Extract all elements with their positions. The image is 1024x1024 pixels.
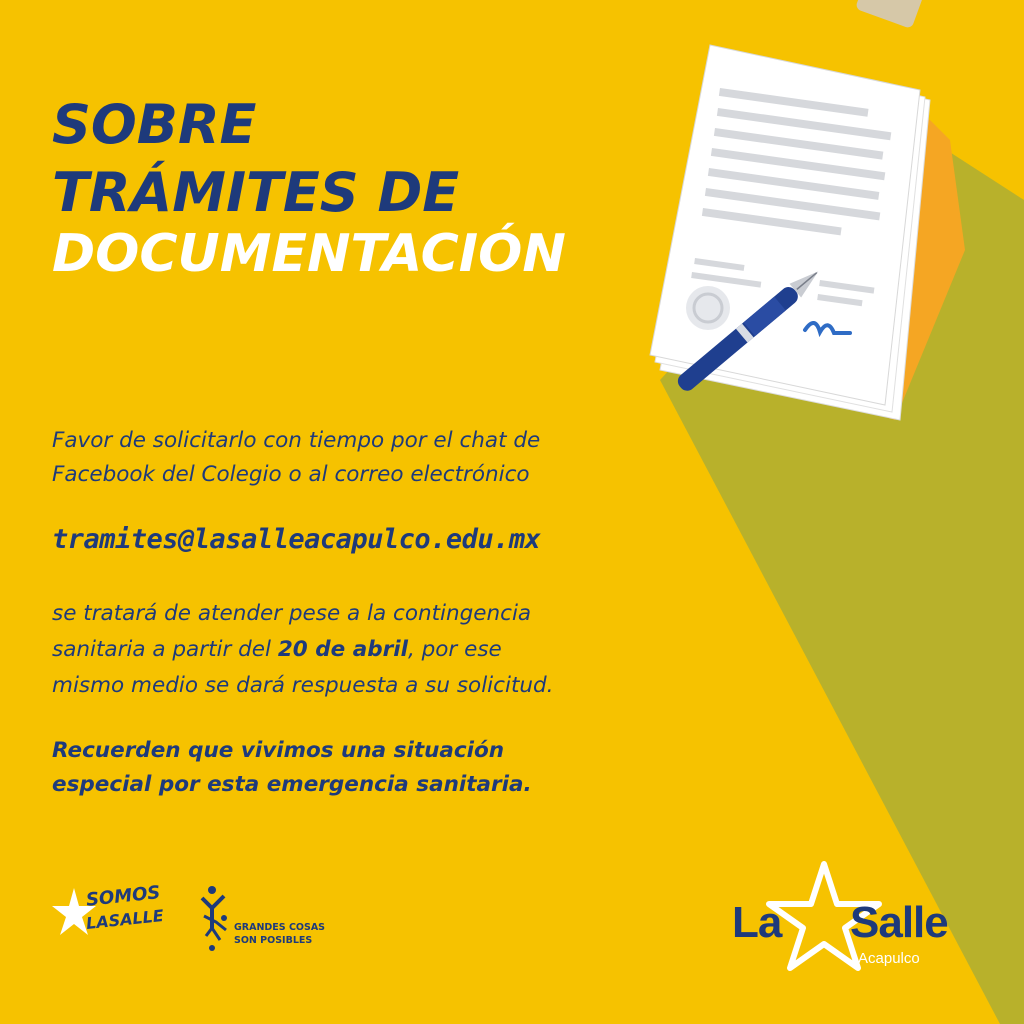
corner-object-icon [855, 0, 925, 29]
attention-line-2-post: , por ese [407, 637, 502, 662]
attention-paragraph [52, 596, 692, 704]
attention-line-3: mismo medio se dará respuesta a su solicitud. [52, 673, 554, 698]
attention-line-1: se tratará de atender pese a la contingencia [52, 601, 532, 626]
document-illustration [600, 0, 1024, 440]
intro-line-2: Facebook del Colegio o al correo electrónico [52, 462, 530, 487]
grandes-line-2: SON POSIBLES [234, 935, 313, 946]
lasalle-city-text: Acapulco [858, 950, 920, 967]
title-line-1: SOBRE [52, 93, 257, 156]
lasalle-salle-text: Salle [850, 898, 948, 947]
figures-icon [196, 882, 236, 954]
somos-lasalle-logo [52, 880, 172, 950]
title-line-2: TRÁMITES DE [52, 161, 460, 224]
lasalle-acapulco-logo [728, 858, 968, 978]
grandes-line-1: GRANDES COSAS [234, 922, 326, 933]
reminder-line-2: especial por esta emergencia sanitaria. [52, 772, 532, 797]
title-line-3: DOCUMENTACIÓN [52, 224, 566, 284]
seal-icon [686, 286, 730, 330]
email-address[interactable]: tramites@lasalleacapulco.edu.mx [52, 524, 541, 555]
intro-paragraph [52, 424, 692, 492]
somos-text: SOMOS [85, 882, 162, 911]
reminder-paragraph [52, 734, 712, 802]
grandes-cosas-logo [196, 882, 326, 954]
lasalle-script-text: LASALLE [85, 905, 165, 934]
reminder-line-1: Recuerden que vivimos una situación [52, 738, 505, 763]
intro-line-1: Favor de solicitarlo con tiempo por el chat de [52, 428, 541, 453]
attention-line-2-pre: sanitaria a partir del [52, 637, 278, 662]
lasalle-la-text: La [732, 898, 782, 947]
start-date: 20 de abril [277, 637, 408, 662]
